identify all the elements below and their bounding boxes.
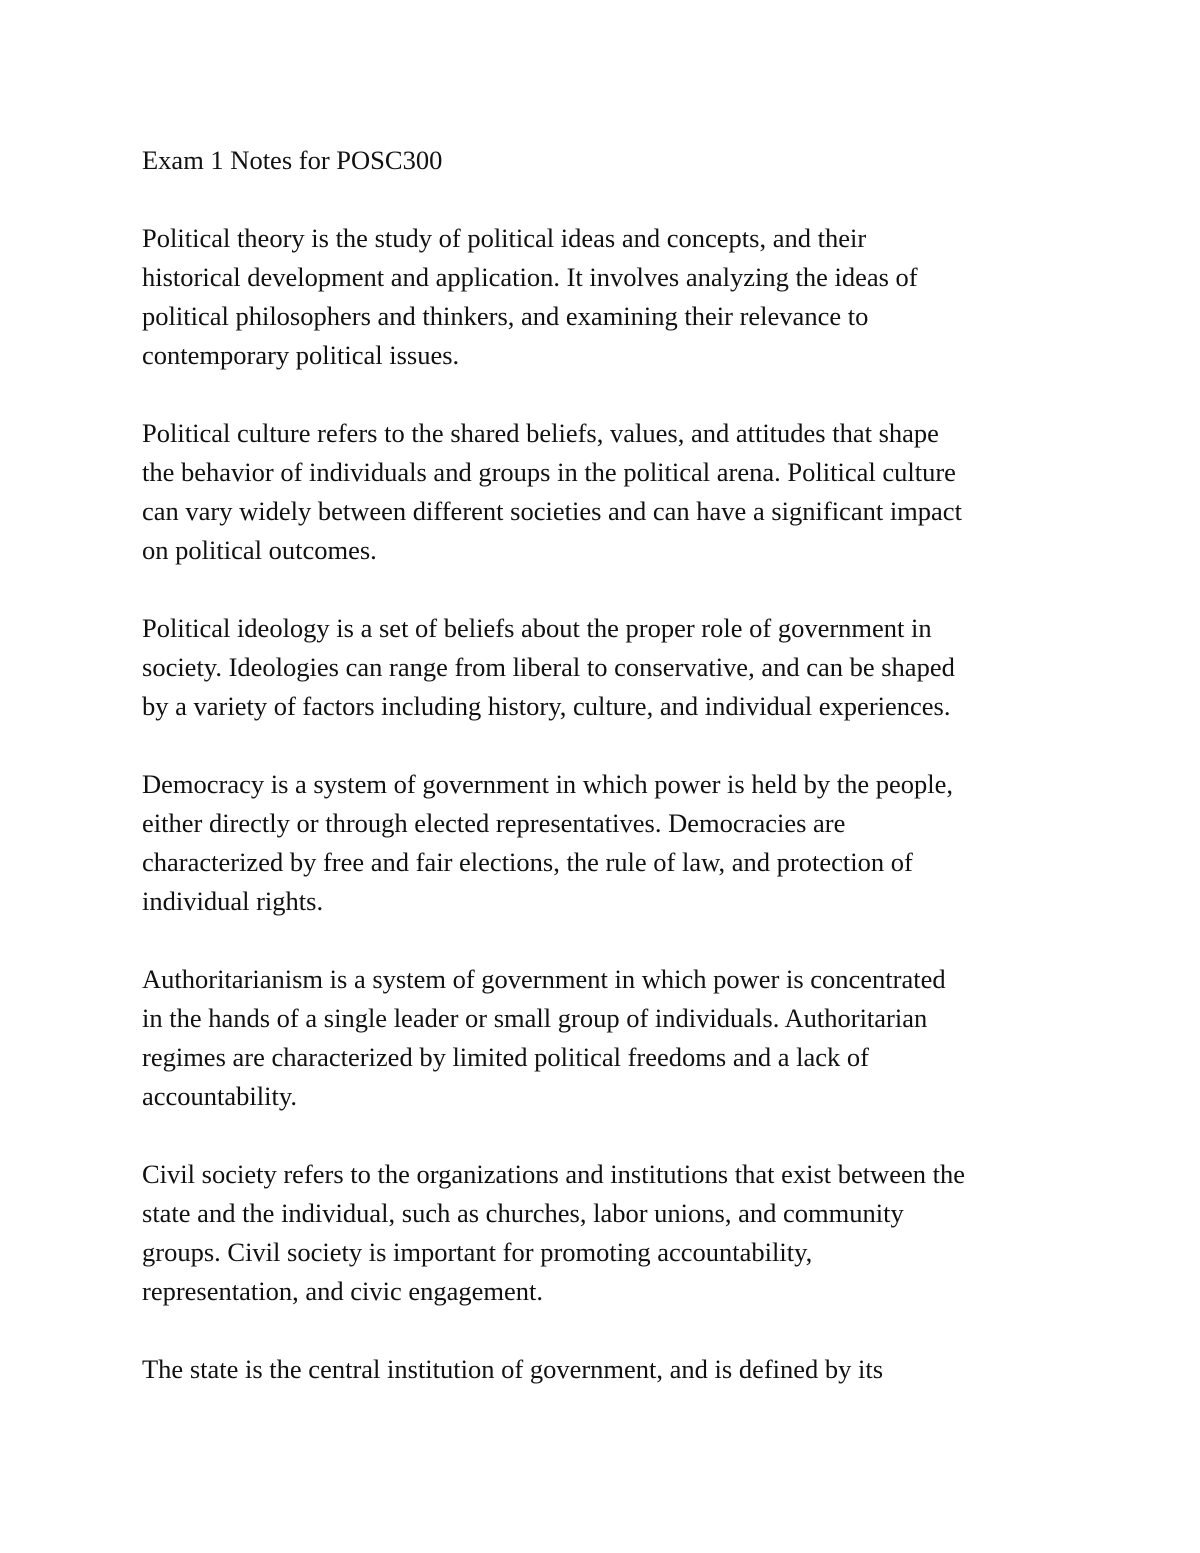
paragraph-spacer xyxy=(142,726,1072,765)
paragraph-line: Civil society refers to the organizations and institutions that exist between the xyxy=(142,1159,966,1189)
paragraph-line: in the hands of a single leader or small group of individuals. Authoritarian xyxy=(142,1003,928,1033)
paragraph-line: groups. Civil society is important for promoting accountability, xyxy=(142,1237,813,1267)
paragraph-authoritarianism xyxy=(142,960,1072,1116)
paragraph-spacer xyxy=(142,180,1072,219)
paragraph-line: by a variety of factors including history, culture, and individual experiences. xyxy=(142,691,951,721)
paragraph-line: accountability. xyxy=(142,1081,298,1111)
paragraph-line: the behavior of individuals and groups in the political arena. Political culture xyxy=(142,457,956,487)
paragraph-spacer xyxy=(142,1116,1072,1155)
paragraph-line: individual rights. xyxy=(142,886,324,916)
paragraph-spacer xyxy=(142,570,1072,609)
paragraph-line: state and the individual, such as churches, labor unions, and community xyxy=(142,1198,904,1228)
paragraph-spacer xyxy=(142,1311,1072,1350)
paragraph-line: either directly or through elected representatives. Democracies are xyxy=(142,808,846,838)
paragraph-political-theory xyxy=(142,219,1072,375)
paragraph-line: Democracy is a system of government in which power is held by the people, xyxy=(142,769,953,799)
paragraph-civil-society xyxy=(142,1155,1072,1311)
paragraph-line: political philosophers and thinkers, and examining their relevance to xyxy=(142,301,869,331)
paragraph-the-state xyxy=(142,1350,1072,1389)
paragraph-line: contemporary political issues. xyxy=(142,340,460,370)
document-title: Exam 1 Notes for POSC300 xyxy=(142,145,443,175)
paragraph-line: regimes are characterized by limited political freedoms and a lack of xyxy=(142,1042,869,1072)
paragraph-spacer xyxy=(142,375,1072,414)
paragraph-spacer xyxy=(142,921,1072,960)
paragraph-line: Political theory is the study of political ideas and concepts, and their xyxy=(142,223,867,253)
paragraph-political-ideology xyxy=(142,609,1072,726)
paragraph-line: characterized by free and fair elections, the rule of law, and protection of xyxy=(142,847,913,877)
paragraph-line: Authoritarianism is a system of government in which power is concentrated xyxy=(142,964,946,994)
paragraph-democracy xyxy=(142,765,1072,921)
paragraph-line: on political outcomes. xyxy=(142,535,377,565)
paragraph-line: The state is the central institution of government, and is defined by its xyxy=(142,1354,884,1384)
paragraph-line: can vary widely between different societies and can have a significant impact xyxy=(142,496,962,526)
paragraph-line: Political ideology is a set of beliefs about the proper role of government in xyxy=(142,613,932,643)
paragraph-line: Political culture refers to the shared beliefs, values, and attitudes that shape xyxy=(142,418,939,448)
paragraph-line: historical development and application. It involves analyzing the ideas of xyxy=(142,262,918,292)
paragraph-line: society. Ideologies can range from liberal to conservative, and can be shaped xyxy=(142,652,955,682)
paragraph-line: representation, and civic engagement. xyxy=(142,1276,544,1306)
paragraph-political-culture xyxy=(142,414,1072,570)
document-body xyxy=(142,141,1072,1389)
